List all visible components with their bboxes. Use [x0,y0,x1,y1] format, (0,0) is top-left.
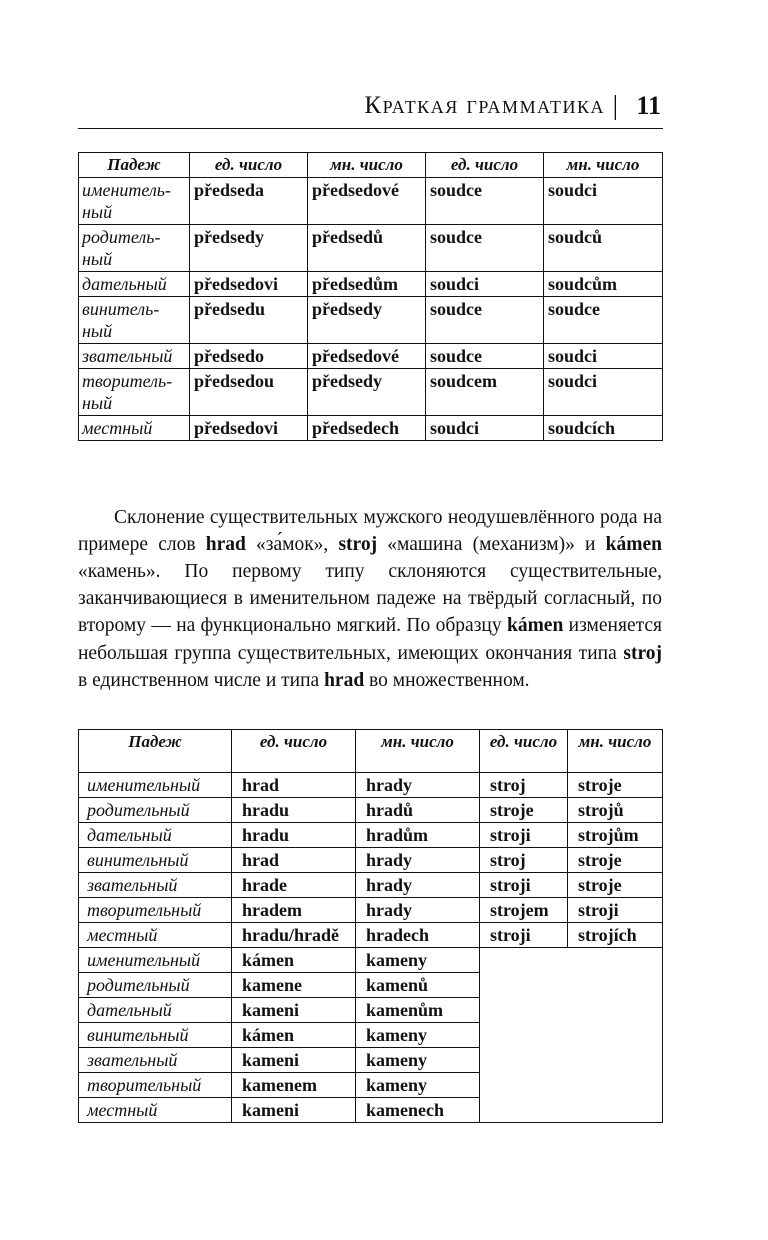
word-form: soudce [426,297,544,344]
case-name: местный [79,416,190,441]
word-form: kámen [232,1023,356,1048]
example-word: hrad [324,669,365,691]
word-form: předseda [190,178,308,225]
empty-cell [480,948,663,1123]
header-singular: ед. число [480,730,568,773]
header-singular: ед. число [232,730,356,773]
paragraph-text: «камень». По первому типу склоняются существительные, заканчивающиеся в именительном падеже на твёрдый согласный, по второму — на функционально мягкий. По образцу [78,560,662,637]
declension-table-hrad-stroj-kamen [78,729,663,1123]
word-form: stroj [480,848,568,873]
case-name: творительный [79,1073,232,1098]
header-singular: ед. число [426,153,544,178]
table-row [79,178,663,225]
word-form: stroje [568,773,663,798]
word-form: předsedy [190,225,308,272]
table-header-row [79,730,663,773]
word-form: hrad [232,848,356,873]
example-word: kámen [506,615,564,637]
table-row [79,823,663,848]
page-number: 11 [636,91,661,120]
header-case: Падеж [79,153,190,178]
word-form: hrady [356,848,480,873]
word-form: soudců [544,225,663,272]
word-form: kamenům [356,998,480,1023]
header-singular: ед. число [190,153,308,178]
word-form: kameni [232,1048,356,1073]
case-name: звательный [79,873,232,898]
word-form: předsedové [308,344,426,369]
declension-table-predseda-soudce [78,152,663,441]
word-form: stroje [568,848,663,873]
word-form: stroje [568,873,663,898]
table-row [79,798,663,823]
table-row [79,923,663,948]
word-form: strojem [480,898,568,923]
word-form: hradům [356,823,480,848]
table-row [79,948,663,973]
case-name: дательный [79,272,190,297]
table-header-row [79,153,663,178]
word-form: předsedy [308,369,426,416]
header-case: Падеж [79,730,232,773]
word-form: strojů [568,798,663,823]
case-name: звательный [79,1048,232,1073]
word-form: soudcem [426,369,544,416]
word-form: předsedovi [190,416,308,441]
section-title: Краткая грамматика [364,92,605,119]
word-form: hradu/hradě [232,923,356,948]
example-word: stroj [338,533,378,555]
case-name: творительный [79,898,232,923]
word-form: soudce [544,297,663,344]
word-form: strojích [568,923,663,948]
word-form: předsedu [190,297,308,344]
word-form: stroj [480,773,568,798]
table-row [79,848,663,873]
word-form: předsedovi [190,272,308,297]
word-form: soudce [426,225,544,272]
case-name: именительный [79,773,232,798]
table-row [79,272,663,297]
word-form: kameny [356,1048,480,1073]
case-name: винительный [79,1023,232,1048]
example-word: hrad [205,533,246,555]
word-form: soudci [426,272,544,297]
header-plural: мн. число [568,730,663,773]
word-form: kamenem [232,1073,356,1098]
word-form: kameny [356,948,480,973]
word-form: kámen [232,948,356,973]
word-form: stroji [480,923,568,948]
example-word: stroj [623,642,662,664]
example-word: kámen [605,533,662,555]
word-form: kameni [232,1098,356,1123]
paragraph-text: во множественном. [364,669,530,691]
word-form: stroji [480,823,568,848]
word-form: strojům [568,823,663,848]
paragraph-text: в единственном числе и типа [78,669,325,691]
word-form: hradu [232,798,356,823]
header-plural: мн. число [356,730,480,773]
word-form: soudce [426,178,544,225]
word-form: hrad [232,773,356,798]
word-form: hradech [356,923,480,948]
word-form: kameny [356,1023,480,1048]
running-header [78,88,663,129]
case-name: творитель-ный [79,369,190,416]
paragraph-text: «машина (механизм)» и [377,533,606,555]
case-name: именитель-ный [79,178,190,225]
header-plural: мн. число [544,153,663,178]
word-form: hradu [232,823,356,848]
case-name: дательный [79,998,232,1023]
table-row [79,773,663,798]
case-name: именительный [79,948,232,973]
word-form: kamenech [356,1098,480,1123]
table-row [79,873,663,898]
header-separator: | [612,90,618,120]
word-form: hrady [356,773,480,798]
case-name: родитель-ный [79,225,190,272]
paragraph-text: Склонение существительных мужского неодушевлённого рода на примере слов [78,506,662,555]
word-form: předsedům [308,272,426,297]
word-form: stroje [480,798,568,823]
table-row [79,297,663,344]
word-form: stroji [568,898,663,923]
case-name: местный [79,923,232,948]
word-form: soudci [544,178,663,225]
word-form: soudci [544,369,663,416]
word-form: soudcům [544,272,663,297]
word-form: hrady [356,898,480,923]
word-form: hrady [356,873,480,898]
word-form: soudci [544,344,663,369]
word-form: kameni [232,998,356,1023]
header-plural: мн. число [308,153,426,178]
word-form: předsedo [190,344,308,369]
word-form: předsedů [308,225,426,272]
table-row [79,369,663,416]
case-name: винитель-ный [79,297,190,344]
word-form: soudci [426,416,544,441]
table-row [79,344,663,369]
case-name: звательный [79,344,190,369]
case-name: местный [79,1098,232,1123]
table-row [79,225,663,272]
paragraph-text: изменяется небольшая группа существительных, имеющих окончания типа [78,615,662,664]
word-form: předsedech [308,416,426,441]
case-name: дательный [79,823,232,848]
word-form: předsedy [308,297,426,344]
word-form: kameny [356,1073,480,1098]
case-name: родительный [79,798,232,823]
paragraph-text: «за́мок», [245,533,339,555]
word-form: stroji [480,873,568,898]
word-form: soudcích [544,416,663,441]
case-name: винительный [79,848,232,873]
word-form: kamene [232,973,356,998]
word-form: předsedou [190,369,308,416]
word-form: soudce [426,344,544,369]
word-form: kamenů [356,973,480,998]
word-form: hradem [232,898,356,923]
table-row [79,416,663,441]
word-form: hradů [356,798,480,823]
table-row [79,898,663,923]
case-name: родительный [79,973,232,998]
word-form: předsedové [308,178,426,225]
word-form: hrade [232,873,356,898]
body-paragraph [78,504,662,694]
